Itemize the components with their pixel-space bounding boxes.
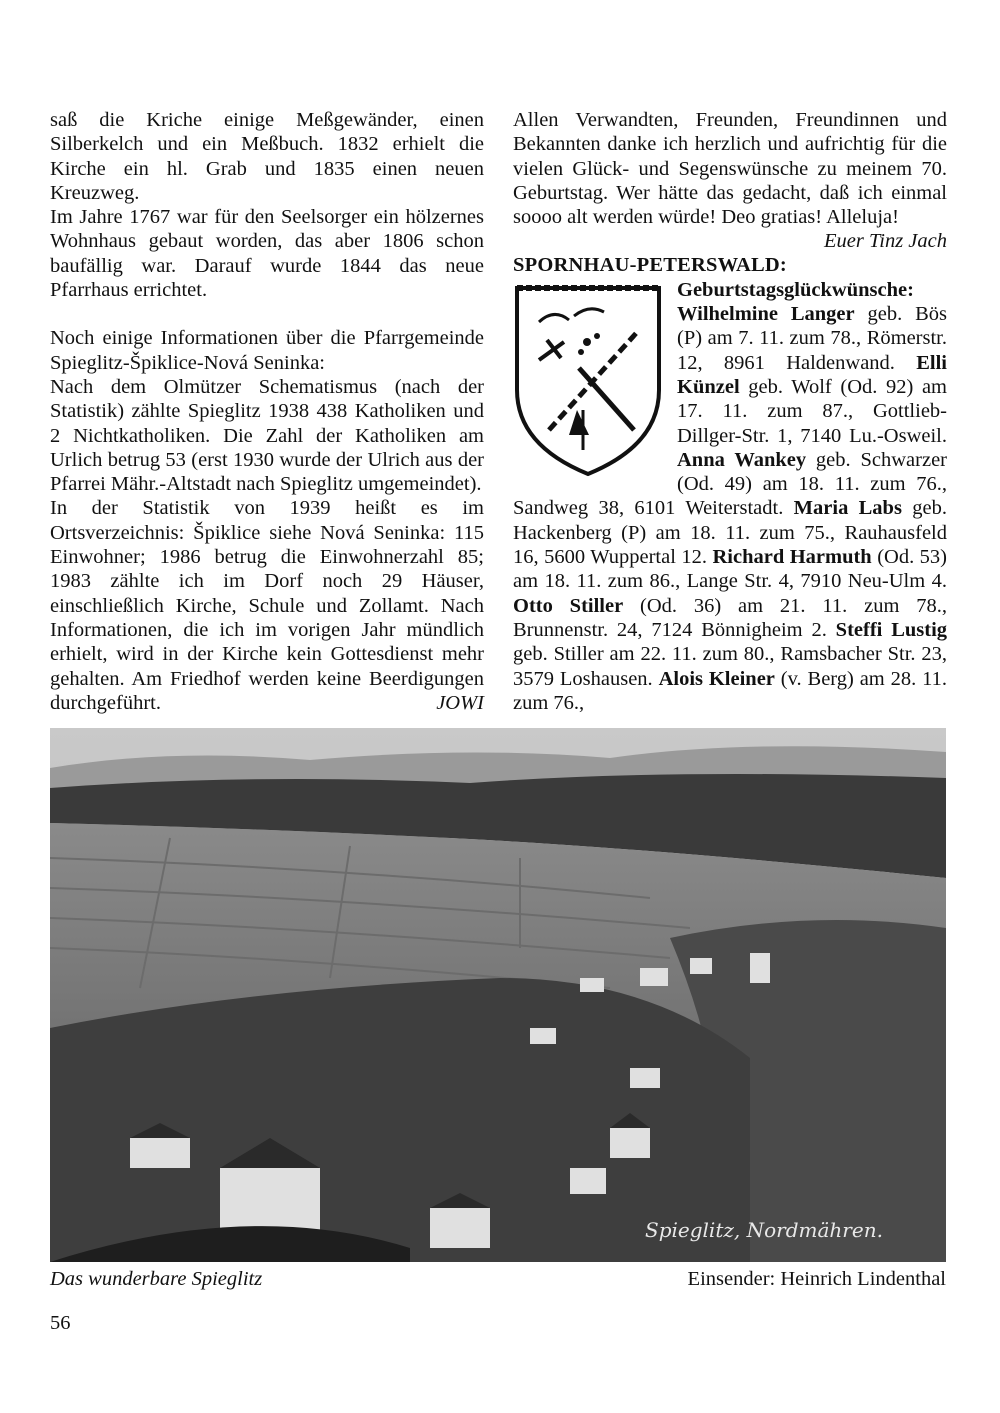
left-column <box>50 108 484 715</box>
thanks-signature: Euer Tinz Jach <box>824 230 947 253</box>
village-photo <box>50 728 946 1262</box>
person-name: Anna Wankey <box>677 448 807 471</box>
person-name: Maria Labs <box>793 497 902 520</box>
paragraph: Nach dem Olmützer Schematismus (nach der Statistik) zählte Spieglitz 1938 438 Katholiken und 2 Nichtkatholiken. Die Zahl der Katholiken am Urlich betrug 53 (erst 1930 wurde der Ulrich aus der Pfarrei Mähr.-Altstadt nach Spieglitz umgemeindet). <box>50 375 484 496</box>
person-name: Alois Kleiner <box>658 667 775 690</box>
person-name: Steffi Lustig <box>835 618 948 641</box>
person-name: Wilhelmine Langer <box>677 303 855 326</box>
person-name: Richard Harmuth <box>712 546 872 569</box>
photo-caption: Das wunderbare Spieglitz <box>50 1268 263 1290</box>
person-details: geb. Wolf (Od. 92) am 17. 11. zum 87., Gottlieb-Dillger-Str. 1, 7140 Lu.-Osweil. <box>677 375 947 447</box>
person-details: (Od. 36) am 21. 11. zum 78., Brunnenstr. 24, 7124 Bönnigheim 2. <box>513 594 947 641</box>
person-details: geb. Hackenberg (P) am 18. 11. zum 75., Rauhausfeld 16, 5600 Wuppertal 12. <box>513 497 947 569</box>
thanks-text: Allen Verwandten, Freunden, Freundinnen und Bekannten danke ich herzlich und aufrichtig für die vielen Glück- und Segenswünsche zu meinem 70. Geburtstag. Wer hätte das gedacht, daß ich einmal soooo alt werden würde! Deo gratias! Alleluja! <box>513 109 947 229</box>
person-details: geb. Stiller am 22. 11. zum 80., Ramsbacher Str. 23, 3579 Loshausen. <box>513 643 947 690</box>
birthday-heading: Geburtstagsglückwünsche: <box>677 278 914 301</box>
right-column <box>513 108 947 715</box>
paragraph: saß die Kriche einige Meßgewänder, einen Silberkelch und ein Meßbuch. 1832 erhielt die Kirche ein hl. Grab und 1835 einen neuen Kreuzweg. <box>50 109 484 204</box>
coat-of-arms-shield-icon <box>509 280 667 478</box>
landscape-image <box>50 728 946 1262</box>
person-details: (Od. 53) am 18. 11. zum 86., Lange Str. 4, 7910 Neu-Ulm 4. <box>513 546 948 593</box>
photo-credit: Einsender: Heinrich Lindenthal <box>687 1268 946 1290</box>
section-heading: SPORNHAU-PETERSWALD: <box>513 254 787 277</box>
page-number: 56 <box>50 1312 71 1334</box>
paragraph <box>50 496 484 715</box>
author-signature: JOWI <box>436 691 484 714</box>
person-details: geb. Schwarzer (Od. 49) am 18. 11. zum 76., Sandweg 38, 6101 Weiterstadt. <box>513 448 947 520</box>
photo-overlay-text: Spieglitz, Nordmähren. <box>645 1218 883 1242</box>
paragraph: Noch einige Informationen über die Pfarrgemeinde Spieglitz-Špiklice-Nová Seninka: <box>50 327 484 374</box>
person-details: (v. Berg) am 28. 11. zum 76., <box>513 667 947 714</box>
thanks-paragraph <box>513 108 947 253</box>
paragraph-text: In der Statistik von 1939 heißt es im Ortsverzeichnis: Špiklice siehe Nová Seninka: 115 Einwohner; 1986 betrug die Einwohnerzahl 85; 1983 zählte ich im Dorf noch 29 Häuser, einschließlich Kirche, Schule und Zollamt. Nach Informationen, die ich im vorigen Jahr mündlich erhielt, wird in der Kirche kein Gottesdienst mehr gehalten. Am Friedhof werden keine Beerdigungen durchgeführt. <box>50 497 484 714</box>
paragraph: Im Jahre 1767 war für den Seelsorger ein hölzernes Wohnhaus gebaut worden, das aber 1806 schon baufällig war. Darauf wurde 1844 das neue Pfarrhaus errichtet. <box>50 206 484 302</box>
person-name: Elli Künzel <box>677 351 947 398</box>
person-details: geb. Bös (P) am 7. 11. zum 78., Römerstr. 12, 8961 Haldenwand. <box>677 303 948 374</box>
person-name: Otto Stiller <box>513 594 624 617</box>
